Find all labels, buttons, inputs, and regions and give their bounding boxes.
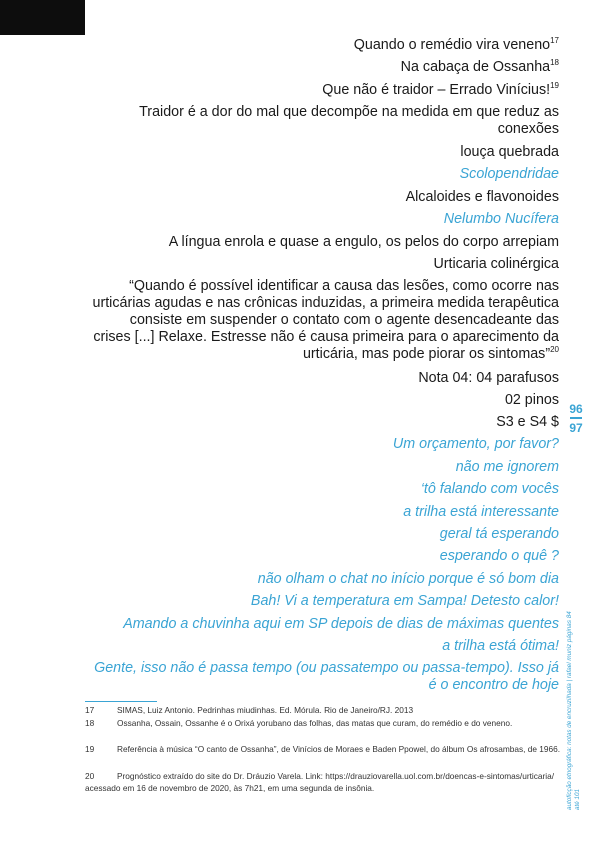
footnote-18: 18 Ossanha, Ossain, Ossanhe é o Orixá yorubano das folhas, das matas que curam, do remédio e do veneno.: [85, 718, 513, 728]
footnote-17: 17 SIMAS, Luiz Antonio. Pedrinhas miudinhas. Ed. Mórula. Rio de Janeiro/RJ. 2013: [85, 705, 414, 715]
chat-line: Gente, isso não é passa tempo (ou passatempo ou passa-tempo). Isso já é o encontro de hoje: [94, 660, 559, 693]
poem-line-species: Scolopendridae: [459, 166, 559, 182]
footnote-ref[interactable]: 19: [550, 81, 559, 91]
poem-line: Quando o remédio vira veneno$^{17}$: [353, 36, 559, 53]
poem-line: S3 e S4 $: [496, 414, 559, 430]
quote-block: “Quando é possível identificar a causa das lesões, como ocorre nas urticárias agudas e nas crônicas induzidas, a primeira medida terapêutica consiste em suspender o contato com o agente desencadeante das crises [...] Relaxe. Estresse não é causa primeira para o aparecimento da urticária, mas pode piorar os sintomas”$^{20}$: [92, 278, 559, 362]
chat-line: não olham o chat no início porque é só bom dia: [257, 571, 559, 587]
poem-line: Nota 04: 04 parafusos: [418, 370, 559, 386]
chat-line: a trilha está ótima!: [442, 638, 559, 654]
footnote-ref[interactable]: 20: [550, 345, 559, 355]
chat-line: não me ignorem: [455, 459, 559, 475]
poem-line: Alcaloides e flavonoides: [405, 189, 559, 205]
poem-line-species: Nelumbo Nucífera: [443, 211, 559, 227]
footnote-19: 19 Referência à música “O canto de Ossanha”, de Vinícios de Moraes e Baden Ppowel, do álbum Os afrosambas, de 1966.: [85, 744, 561, 754]
page-number-left: 96: [569, 402, 583, 416]
poem-line: A língua enrola e quase a engulo, os pelos do corpo arrepiam: [168, 234, 559, 250]
chat-line: Amando a chuvinha aqui em SP depois de dias de máximas quentes: [123, 616, 559, 632]
poem-line: Que não é traidor – Errado Vinícius!$^{19}$: [322, 81, 559, 98]
chat-line: Bah! Vi a temperatura em Sampa! Detesto calor!: [250, 593, 559, 609]
poem-line: Traidor é a dor do mal que decompõe na medida em que reduz as conexões: [139, 104, 559, 137]
poem-line: Urticaria colinérgica: [433, 256, 559, 272]
chat-line: geral tá esperando: [439, 526, 559, 542]
chat-line: a trilha está interessante: [403, 504, 559, 520]
chat-line: ‘tô falando com vocês: [420, 481, 559, 497]
footnote-ref[interactable]: 17: [550, 36, 559, 46]
footnote-20: 20 Prognóstico extraído do site do Dr. Dráuzio Varela. Link: https://drauziovarella.uol.com.br/doencas-e-sintomas/urticaria/ acessado em 16 de novembro de 2020, às 7h21, em uma segunda de insônia.: [85, 771, 555, 793]
chat-line: esperando o quê ?: [439, 548, 559, 564]
poem-line: Na cabaça de Ossanha$^{18}$: [400, 58, 559, 75]
page-numbers: [566, 402, 586, 435]
footnote-divider: [85, 701, 157, 702]
corner-block: [0, 0, 85, 35]
poem-line: louça quebrada: [460, 144, 559, 160]
poem-line: 02 pinos: [504, 392, 559, 408]
page-number-divider: [570, 417, 582, 419]
running-side-title: autoficção etnográfica: notas de encruzilhada | rafael muniz páginas 84 até 101: [566, 611, 581, 810]
page-number-right: 97: [569, 421, 583, 435]
chat-line: Um orçamento, por favor?: [392, 436, 559, 452]
footnote-ref[interactable]: 18: [550, 58, 559, 68]
